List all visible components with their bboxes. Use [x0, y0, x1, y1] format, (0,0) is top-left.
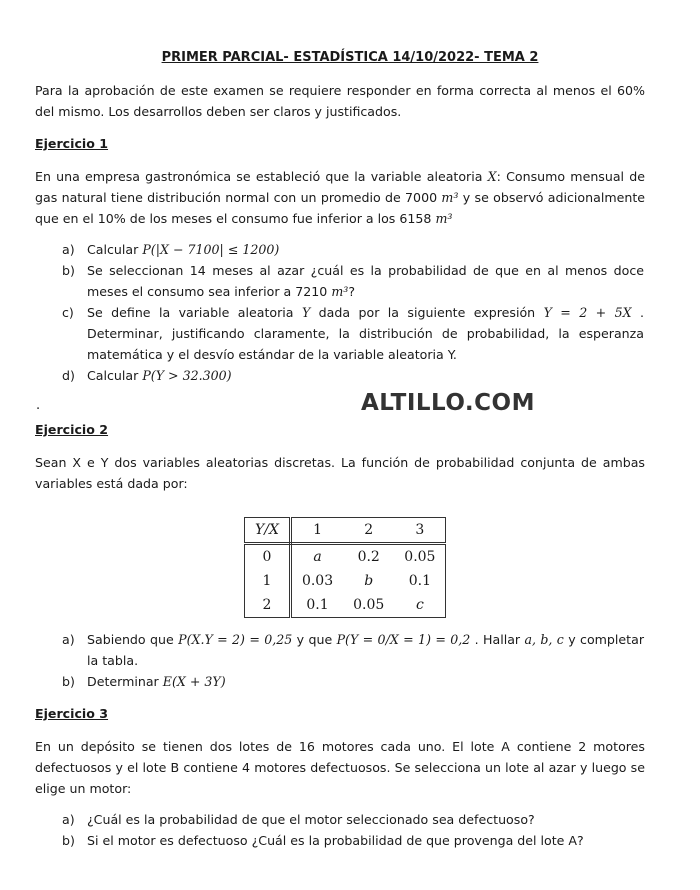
- table-cell: a: [313, 549, 322, 565]
- exercise-3-statement: En un depósito se tienen dos lotes de 16 motores cada uno. El lote A contiene 2 motores defectuosos y el lote B contiene 4 motores defectuosos. Se selecciona un lote al azar y luego se elige un motor:: [35, 739, 645, 796]
- table-col-header: 3: [394, 518, 446, 544]
- item-text: Si el motor es defectuoso ¿Cuál es la probabilidad de que provenga del lote A?: [87, 833, 584, 848]
- table-cell: 0.03: [301, 573, 334, 589]
- table-corner: Y/X: [245, 518, 291, 544]
- item-text: Calcular: [87, 368, 143, 383]
- table-row-header: 1: [245, 569, 291, 593]
- item-label: c): [62, 305, 74, 320]
- item-label: b): [62, 674, 75, 689]
- table-cell: 0.1: [408, 573, 431, 589]
- page-title: PRIMER PARCIAL- ESTADÍSTICA 14/10/2022- TEMA 2: [161, 50, 539, 65]
- item-label: a): [62, 812, 75, 827]
- item-text: Determinar: [87, 674, 163, 689]
- table-col-header: 2: [343, 518, 394, 544]
- item-label: d): [62, 368, 75, 383]
- table-row-header: 2: [245, 593, 291, 618]
- variable-x: X: [487, 169, 497, 184]
- table-cell: 0.05: [404, 549, 436, 565]
- table-row-header: 0: [245, 544, 291, 570]
- item-text: Se seleccionan 14 meses al azar ¿cuál es la probabilidad de que en al menos doce meses el consumo sea inferior a 7210: [87, 263, 644, 299]
- item-math: P(Y = 0/X = 1) = 0,2: [336, 632, 471, 647]
- exercise-2-item-b: [62, 671, 644, 692]
- watermark-logo: ALTILLO.COM: [361, 390, 535, 416]
- table-row: [245, 569, 446, 593]
- item-math: P(X.Y = 2) = 0,25: [178, 632, 293, 647]
- item-math: a, b, c: [524, 632, 564, 647]
- item-text: Calcular: [87, 242, 143, 257]
- exercise-3-item-a: [62, 809, 644, 830]
- table-header-row: [245, 518, 446, 544]
- item-math: Y = 2 + 5X: [543, 305, 632, 320]
- table-cell: 0.05: [353, 597, 385, 613]
- item-text: . Determinar, justificando claramente, la distribución de probabilidad, la esperanza matemática y el desvío estándar de la variable aleatoria Y.: [87, 305, 645, 362]
- item-text: ¿Cuál es la probabilidad de que el motor seleccionado sea defectuoso?: [87, 812, 535, 827]
- exercise-1-item-b: [62, 260, 644, 302]
- exercise-3-item-b: [62, 830, 644, 851]
- item-text: . Hallar: [470, 632, 525, 647]
- joint-probability-table: [244, 517, 446, 618]
- table-row: [245, 593, 446, 618]
- item-text: ?: [348, 284, 355, 299]
- item-label: b): [62, 263, 75, 278]
- item-text: dada por la siguiente expresión: [310, 305, 544, 320]
- item-math: Y: [301, 305, 311, 320]
- exercise-2-item-a: [62, 629, 644, 671]
- unit: m³: [435, 211, 453, 226]
- item-math: E(X + 3Y): [162, 674, 226, 689]
- item-text: Sabiendo que: [87, 632, 179, 647]
- exercise-1-item-d: [62, 365, 644, 386]
- item-text: Se define la variable aleatoria: [87, 305, 302, 320]
- table-cell: 0.1: [306, 597, 329, 613]
- exercise-1-statement: [35, 166, 645, 229]
- exercise-3-heading: Ejercicio 3: [35, 706, 109, 721]
- table-cell: 0.2: [357, 549, 380, 565]
- table-cell: b: [364, 573, 374, 589]
- item-label: a): [62, 242, 75, 257]
- item-text: y completar la tabla.: [87, 632, 644, 668]
- table-col-header: 1: [290, 518, 343, 544]
- item-label: b): [62, 833, 75, 848]
- item-math: P(Y > 32.300): [142, 368, 232, 383]
- exercise-2-heading: Ejercicio 2: [35, 422, 109, 437]
- unit: m³: [441, 190, 459, 205]
- item-label: a): [62, 632, 75, 647]
- table-row: [245, 544, 446, 570]
- exercise-1-item-c: [62, 302, 644, 365]
- item-math: m³: [331, 284, 349, 299]
- statement-text: : Consumo mensual de gas natural tiene distribución normal con un promedio de 7000: [35, 169, 646, 205]
- statement-text: y se observó adicionalmente que en el 10% de los meses el consumo fue inferior a los 6158: [35, 190, 646, 226]
- item-math: P(|X − 7100| ≤ 1200): [142, 242, 280, 257]
- statement-text: En una empresa gastronómica se estableció que la variable aleatoria: [35, 169, 488, 184]
- exercise-2-statement: Sean X e Y dos variables aleatorias discretas. La función de probabilidad conjunta de ambas variables está dada por:: [35, 455, 645, 491]
- intro-paragraph: Para la aprobación de este examen se requiere responder en forma correcta al menos el 60% del mismo. Los desarrollos deben ser claros y justificados.: [35, 83, 645, 119]
- item-text: y que: [292, 632, 337, 647]
- exercise-1-item-a: [62, 239, 644, 260]
- separator-dot: .: [36, 398, 41, 413]
- exercise-1-heading: Ejercicio 1: [35, 136, 109, 151]
- table-cell: c: [415, 597, 424, 613]
